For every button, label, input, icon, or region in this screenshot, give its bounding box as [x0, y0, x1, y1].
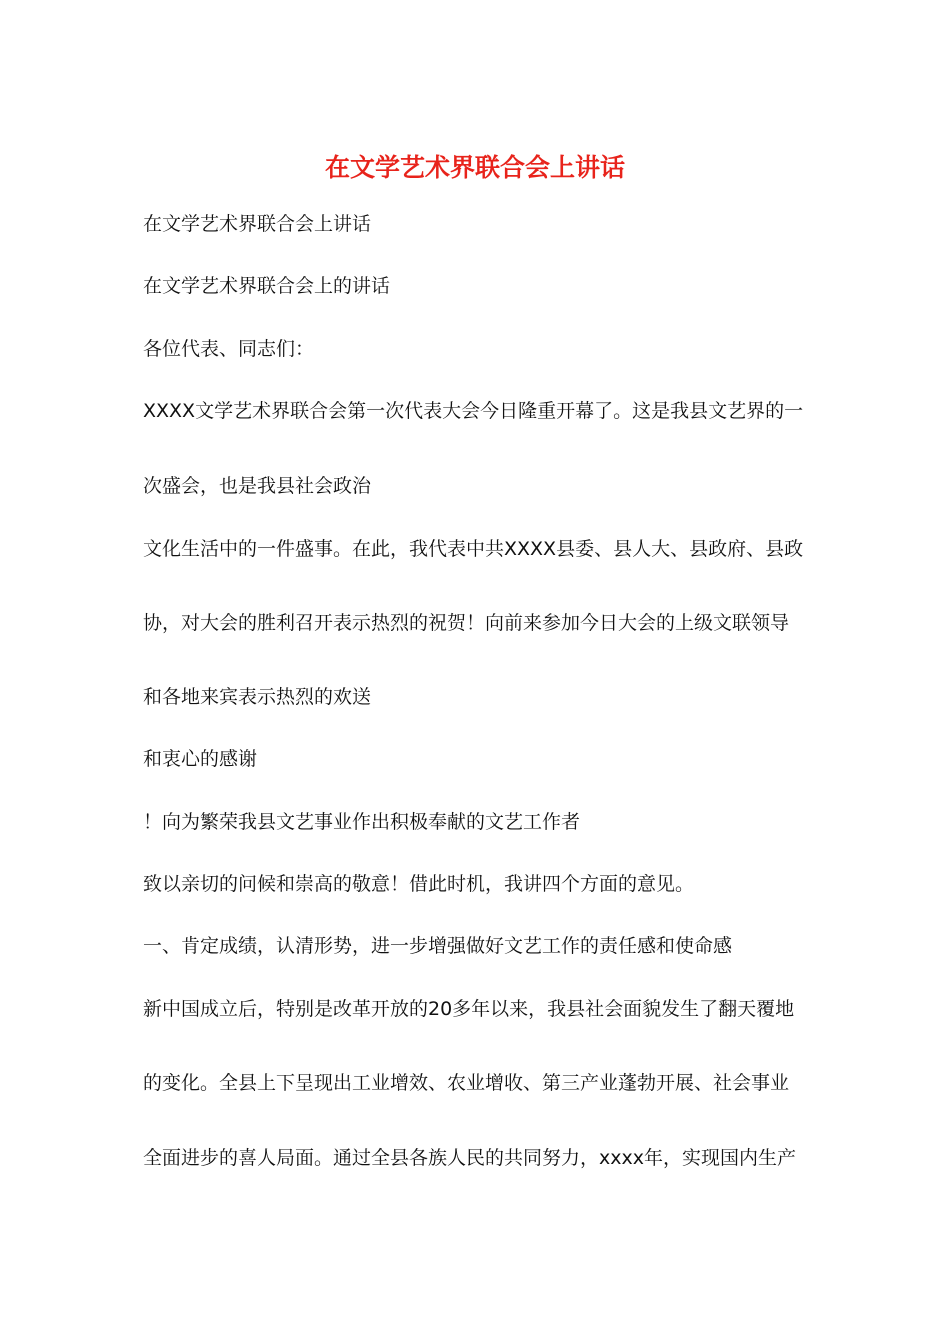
body-line: 全面进步的喜人局面。通过全县各族人民的共同努力，xxxx年，实现国内生产 — [143, 1147, 796, 1169]
body-line: 协，对大会的胜利召开表示热烈的祝贺！向前来参加今日大会的上级文联领导 — [143, 612, 790, 634]
body-line: 的变化。全县上下呈现出工业增效、农业增收、第三产业蓬勃开展、社会事业 — [143, 1072, 790, 1094]
body-line: ！向为繁荣我县文艺事业作出积极奉献的文艺工作者 — [143, 811, 581, 833]
body-line: 致以亲切的问候和崇高的敬意！借此时机，我讲四个方面的意见。 — [143, 873, 695, 895]
body-line: 和衷心的感谢 — [143, 748, 258, 770]
document-title: 在文学艺术界联合会上讲话 — [324, 153, 625, 182]
body-line: 文化生活中的一件盛事。在此，我代表中共XXXX县委、县人大、县政府、县政 — [143, 538, 804, 560]
body-line-speech-title: 在文学艺术界联合会上的讲话 — [143, 275, 391, 297]
body-line: 和各地来宾表示热烈的欢送 — [143, 686, 372, 708]
body-line-subtitle: 在文学艺术界联合会上讲话 — [143, 213, 372, 235]
body-line: 次盛会，也是我县社会政治 — [143, 475, 372, 497]
section-heading: 一、肯定成绩，认清形势，进一步增强做好文艺工作的责任感和使命感 — [143, 935, 733, 957]
body-line: 新中国成立后，特别是改革开放的20多年以来，我县社会面貌发生了翻天覆地 — [143, 998, 795, 1020]
body-line-salutation: 各位代表、同志们： — [143, 338, 315, 360]
body-line: XXXX文学艺术界联合会第一次代表大会今日隆重开幕了。这是我县文艺界的一 — [143, 400, 804, 422]
